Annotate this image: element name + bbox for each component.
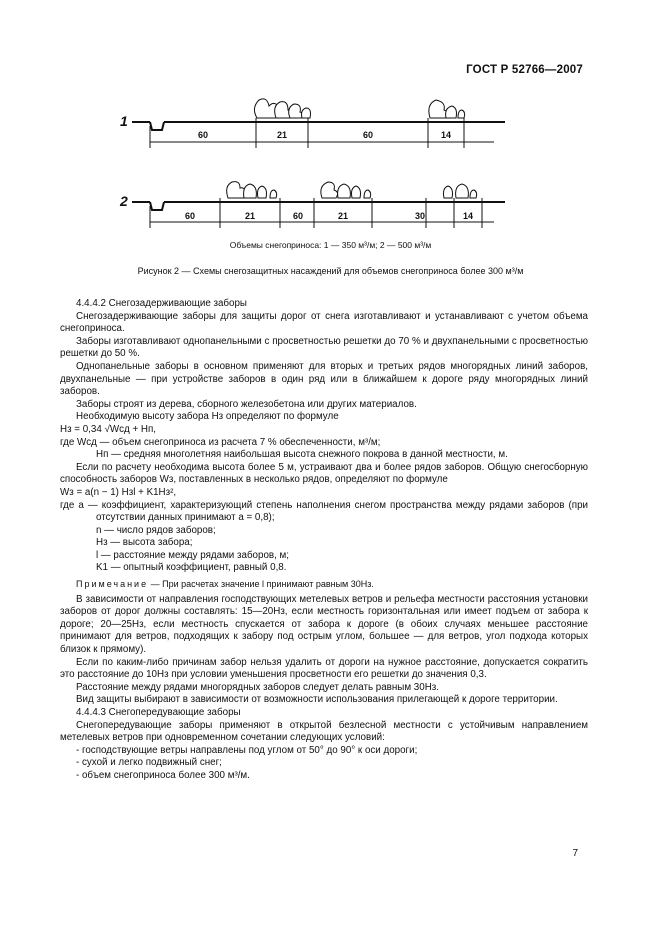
bullet-item: - господствующие ветры направлены под углом от 50° до 90° к оси дороги; <box>76 744 418 756</box>
row2-dim-6: 14 <box>462 211 474 221</box>
variable-definition: Hп — средняя многолетняя наибольшая высота снежного покрова в данной местности, м. <box>96 449 508 461</box>
paragraph: Заборы изготавливают однопанельными с просветностью решетки до 70 % и двухпанельными с просветностью решетки до 50 %. <box>60 335 588 360</box>
paragraph: Необходимую высоту забора Hз определяют по формуле <box>76 411 339 423</box>
row2-dim-3: 60 <box>292 211 304 221</box>
paragraph: Вид защиты выбирают в зависимости от возможности использования прилегающей к дороге территории. <box>76 694 558 706</box>
page-number: 7 <box>572 848 578 859</box>
variable-definition: Hз — высота забора; <box>96 537 193 549</box>
note-label: Примечание <box>76 579 149 590</box>
paragraph: Если по каким-либо причинам забор нельзя удалить от дороги на нужное расстояние, допускается сократить это расстояние до 10Hз при условии уменьшения просветности его решетки до значения 0,3. <box>60 656 588 681</box>
formula-snow-capacity: Wз = a(n − 1) Hзl + K1Hз², <box>60 486 177 498</box>
row1-dim-3: 60 <box>362 130 374 140</box>
note-text: — При расчетах значение l принимают равным 30Hз. <box>150 579 374 590</box>
row2-label: 2 <box>120 193 128 209</box>
row2-dim-1: 60 <box>184 211 196 221</box>
paragraph: Снегопередувающие заборы применяют в открытой безлесной местности с устойчивым направлением метелевых ветров при одновременном сочетании следующих условий: <box>60 719 588 744</box>
row2-trees <box>227 182 477 198</box>
paragraph: Расстояние между рядами многорядных заборов следует делать равным 30Hз. <box>76 681 439 693</box>
row1-dim-2: 21 <box>276 130 288 140</box>
row1-dim-4: 14 <box>440 130 452 140</box>
note <box>60 578 588 591</box>
figure-caption: Рисунок 2 — Схемы снегозащитных насаждений для объемов снегоприноса более 300 м³/м <box>137 266 524 276</box>
variable-definition: K1 — опытный коэффициент, равный 0,8. <box>96 562 287 574</box>
row1-trees <box>254 99 464 118</box>
row1-dim-1: 60 <box>197 130 209 140</box>
document-header: ГОСТ Р 52766—2007 <box>466 64 583 76</box>
formula-fence-height: Hз = 0,34 √Wсд + Hп, <box>60 423 157 435</box>
paragraph: Если по расчету необходима высота более 5 м, устраивают два и более рядов заборов. Общую снегосборную способность заборов Wз, поставленных в несколько рядов, определяют по формуле <box>60 461 588 486</box>
paragraph: Заборы строят из дерева, сборного железобетона или других материалов. <box>76 398 417 410</box>
paragraph: Однопанельные заборы в основном применяют для вторых и третьих рядов многорядных линий заборов, двухпанельные — при устройстве заборов в один ряд или в ближайшем к дороге ряду многорядных линий заборов. <box>60 360 588 398</box>
row2-dim-4: 21 <box>337 211 349 221</box>
paragraph: В зависимости от направления господствующих метелевых ветров и рельефа местности расстояния установки заборов от дорог должны составлять: 15—20Hз, если местность горизонтальная или имеет подъем от забора к дороге; 20—25Hз, если местность спускается от забора к дороге (в обоих случаях меньшее расстояние принимают для ветров, подходящих к забору под острым углом, большее — для ветров, угол подхода которых близок к прямому). <box>60 593 588 656</box>
document-body <box>60 298 588 783</box>
figure-volumes-caption: Объемы снегоприноса: 1 — 350 м³/м; 2 — 500 м³/м <box>229 240 432 250</box>
bullet-item: - сухой и легко подвижный снег; <box>76 757 222 769</box>
row1-label: 1 <box>120 113 128 129</box>
variable-definition: n — число рядов заборов; <box>96 524 216 536</box>
variable-definition: где Wсд — объем снегоприноса из расчета 7 % обеспеченности, м³/м; <box>60 436 381 448</box>
row2-dim-2: 21 <box>244 211 256 221</box>
variable-definition: l — расстояние между рядами заборов, м; <box>96 549 290 561</box>
variable-definition: где a — коэффициент, характеризующий степень наполнения снегом пространства между рядами заборов (при отсутствии данных принимают a = 0,8); <box>60 499 588 524</box>
row2-dim-5: 30 <box>414 211 426 221</box>
section-title-4-4-4-2: 4.4.4.2 Снегозадерживающие заборы <box>76 298 247 309</box>
section-title-4-4-4-3: 4.4.4.3 Снегопередувающие заборы <box>76 707 241 718</box>
bullet-item: - объем снегоприноса более 300 м³/м. <box>76 769 250 781</box>
paragraph: Снегозадерживающие заборы для защиты дорог от снега изготавливают и устанавливают с учетом объема снегоприноса. <box>60 310 588 335</box>
